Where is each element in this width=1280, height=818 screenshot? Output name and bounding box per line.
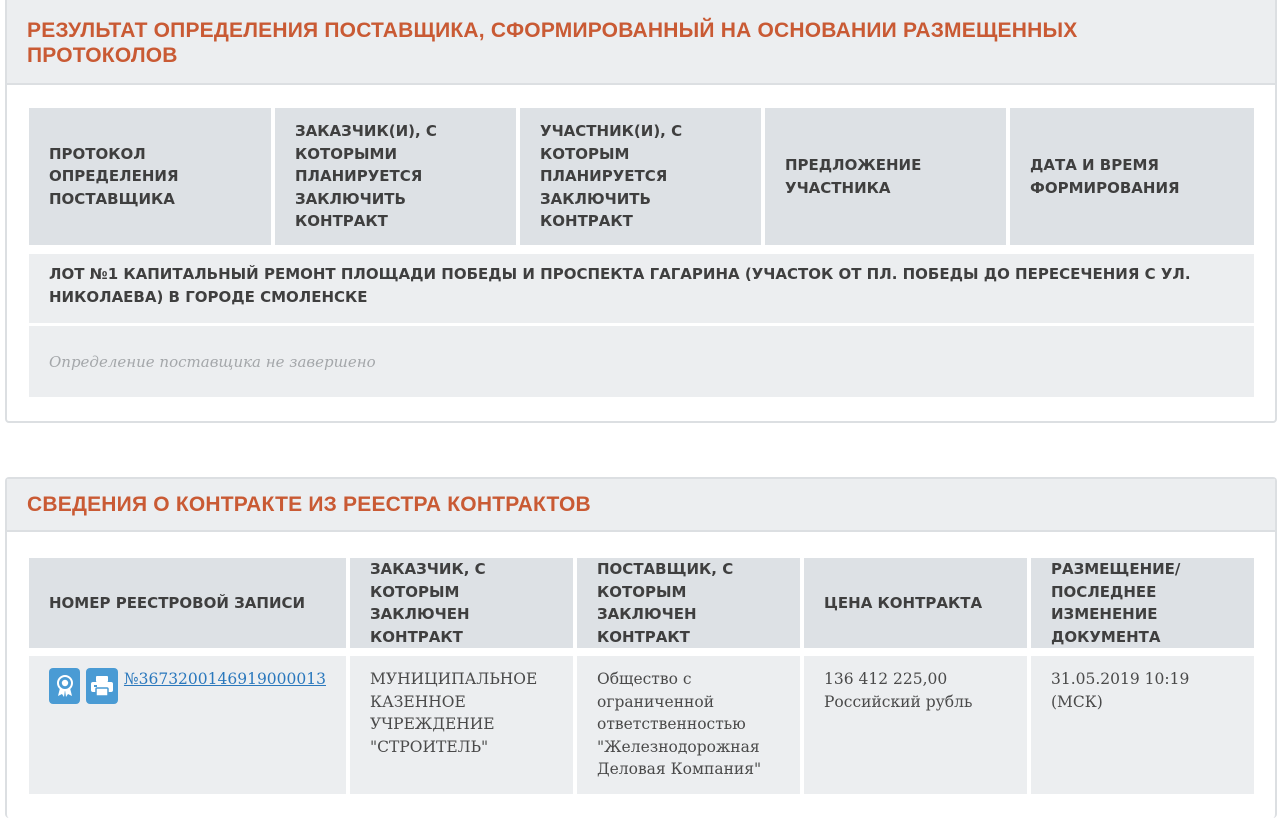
- contract-date-cell: 31.05.2019 10:19 (МСК): [1031, 656, 1254, 794]
- protocol-table-header: [29, 108, 1254, 245]
- contract-supplier-cell: Общество с ограниченной ответственностью "Железнодорожная Деловая Компания": [577, 656, 800, 794]
- col-participants: УЧАСТНИК(И), С КОТОРЫМ ПЛАНИРУЕТСЯ ЗАКЛЮЧИТЬ КОНТРАКТ: [520, 108, 761, 245]
- registry-number-cell: [29, 656, 346, 794]
- registry-number-link[interactable]: №3673200146919000013: [123, 670, 326, 688]
- col-datetime: ДАТА И ВРЕМЯ ФОРМИРОВАНИЯ: [1010, 108, 1254, 245]
- col-registry-number: НОМЕР РЕЕСТРОВОЙ ЗАПИСИ: [29, 558, 346, 648]
- contract-price-cell: 136 412 225,00 Российский рубль: [804, 656, 1027, 794]
- col-contract-price: ЦЕНА КОНТРАКТА: [804, 558, 1027, 648]
- supplier-result-header: [7, 0, 1275, 85]
- certificate-icon[interactable]: [49, 668, 80, 704]
- print-icon[interactable]: [86, 668, 117, 704]
- col-contract-supplier: ПОСТАВЩИК, С КОТОРЫМ ЗАКЛЮЧЕН КОНТРАКТ: [577, 558, 800, 648]
- contract-registry-header: [7, 479, 1275, 532]
- status-text: Определение поставщика не завершено: [49, 352, 376, 371]
- col-protocol: ПРОТОКОЛ ОПРЕДЕЛЕНИЯ ПОСТАВЩИКА: [29, 108, 271, 245]
- col-contract-customer: ЗАКАЗЧИК, С КОТОРЫМ ЗАКЛЮЧЕН КОНТРАКТ: [350, 558, 573, 648]
- contract-customer-cell: МУНИЦИПАЛЬНОЕ КАЗЕННОЕ УЧРЕЖДЕНИЕ "СТРОИТЕЛЬ": [350, 656, 573, 794]
- lot-title-row: ЛОТ №1 КАПИТАЛЬНЫЙ РЕМОНТ ПЛОЩАДИ ПОБЕДЫ И ПРОСПЕКТА ГАГАРИНА (УЧАСТОК ОТ ПЛ. ПОБЕДЫ ДО ПЕРЕСЕЧЕНИЯ С УЛ. НИКОЛАЕВА) В ГОРОДЕ СМОЛЕНСКЕ: [29, 254, 1254, 323]
- col-contract-date: РАЗМЕЩЕНИЕ/ ПОСЛЕДНЕЕ ИЗМЕНЕНИЕ ДОКУМЕНТА: [1031, 558, 1254, 648]
- contract-table-header: [29, 558, 1254, 648]
- status-row: [29, 326, 1254, 397]
- contract-registry-title: СВЕДЕНИЯ О КОНТРАКТЕ ИЗ РЕЕСТРА КОНТРАКТОВ: [27, 493, 591, 516]
- table-row: [29, 656, 1254, 794]
- supplier-result-title: РЕЗУЛЬТАТ ОПРЕДЕЛЕНИЯ ПОСТАВЩИКА, СФОРМИРОВАННЫЙ НА ОСНОВАНИИ РАЗМЕЩЕННЫХ ПРОТОКОЛОВ: [27, 18, 1078, 67]
- supplier-result-panel: [5, 0, 1277, 423]
- contract-registry-panel: [5, 477, 1277, 818]
- col-offer: ПРЕДЛОЖЕНИЕ УЧАСТНИКА: [765, 108, 1006, 245]
- col-customers: ЗАКАЗЧИК(И), С КОТОРЫМИ ПЛАНИРУЕТСЯ ЗАКЛЮЧИТЬ КОНТРАКТ: [275, 108, 516, 245]
